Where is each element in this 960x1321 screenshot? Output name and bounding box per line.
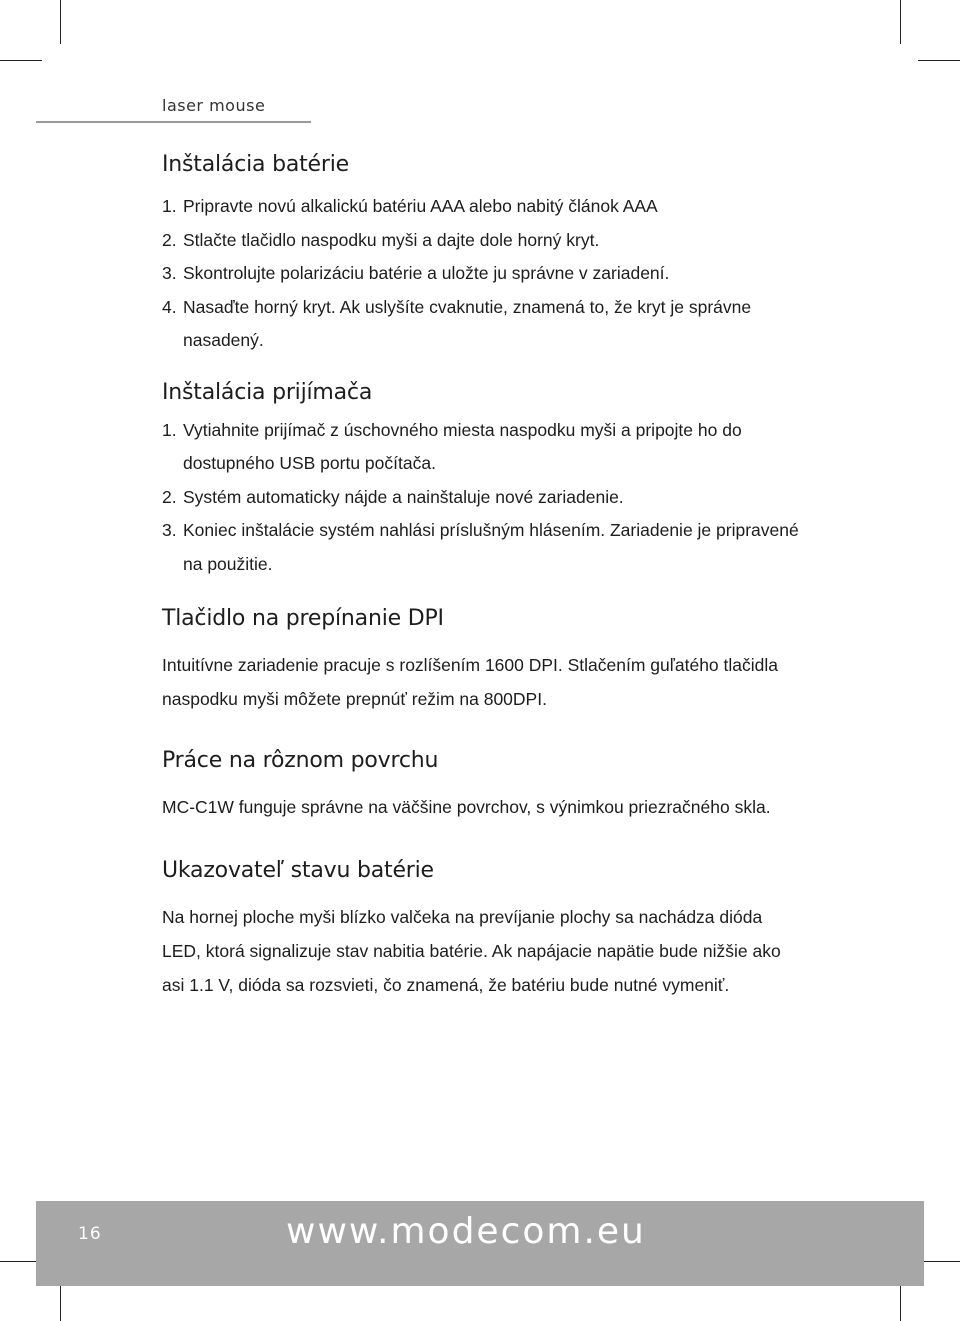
steps-list [162, 190, 802, 358]
crop-mark [900, 0, 901, 44]
crop-mark [918, 60, 960, 61]
section-dpi-button [162, 604, 802, 716]
item-number: 1. [162, 196, 177, 216]
item-text: Stlačte tlačidlo naspodku myši a dajte dole horný kryt. [183, 229, 600, 250]
item-number: 3. [162, 263, 177, 283]
list-item [162, 257, 802, 291]
footer-bar [36, 1201, 924, 1286]
section-heading: Ukazovateľ stavu batérie [162, 858, 434, 883]
crop-mark [60, 0, 61, 44]
list-item [162, 224, 802, 258]
list-item [162, 291, 802, 358]
section-paragraph: Intuitívne zariadenie pracuje s rozlíšením 1600 DPI. Stlačením guľatého tlačidla naspodku myši môžete prepnúť režim na 800DPI. [162, 655, 778, 709]
item-text: Nasaďte horný kryt. Ak uslyšíte cvaknutie, znamená to, že kryt je správne nasadený. [183, 296, 752, 350]
steps-list [162, 414, 802, 582]
item-text: Koniec inštalácie systém nahlási príslušným hlásením. Zariadenie je pripravené na použitie. [183, 520, 799, 574]
item-text: Skontrolujte polarizáciu batérie a uložte ju správne v zariadení. [183, 263, 670, 283]
item-number: 1. [162, 419, 177, 440]
running-header: laser mouse [162, 96, 266, 115]
list-item [162, 190, 802, 224]
crop-mark [0, 60, 42, 61]
section-battery-indicator [162, 856, 802, 1002]
section-paragraph: MC-C1W funguje správne na väčšine povrchov, s výnimkou priezračného skla. [162, 797, 771, 817]
section-receiver-install [162, 378, 802, 582]
section-heading: Inštalácia batérie [162, 152, 349, 177]
item-text: Pripravte novú alkalickú batériu AAA alebo nabitý článok AAA [183, 196, 658, 216]
item-number: 2. [162, 486, 177, 507]
section-paragraph: Na hornej ploche myši blízko valčeka na prevíjanie plochy sa nachádza dióda LED, ktorá signalizuje stav nabitia batérie. Ak napájacie napätie bude nižšie ako asi 1.1 V, dióda sa rozsvieti, čo znamená, že batériu bude nutné vymeniť. [162, 907, 781, 995]
item-number: 2. [162, 229, 177, 250]
section-heading: Práce na rôznom povrchu [162, 748, 439, 773]
section-heading: Inštalácia prijímača [162, 379, 373, 405]
section-surfaces [162, 746, 802, 824]
item-text: Systém automaticky nájde a nainštaluje nové zariadenie. [183, 486, 624, 507]
list-item [162, 481, 802, 515]
page-content [162, 150, 802, 1002]
header-rule [36, 121, 311, 123]
item-text: Vytiahnite prijímač z úschovného miesta naspodku myši a pripojte ho do dostupného USB portu počítača. [183, 419, 742, 473]
section-heading: Tlačidlo na prepínanie DPI [162, 606, 444, 631]
list-item [162, 414, 802, 481]
item-number: 4. [162, 296, 177, 317]
crop-mark [918, 1261, 960, 1262]
section-battery-install [162, 150, 802, 358]
page-number: 16 [78, 1224, 102, 1244]
item-number: 3. [162, 520, 177, 540]
list-item [162, 514, 802, 581]
footer-url: www.modecom.eu [286, 1211, 646, 1252]
